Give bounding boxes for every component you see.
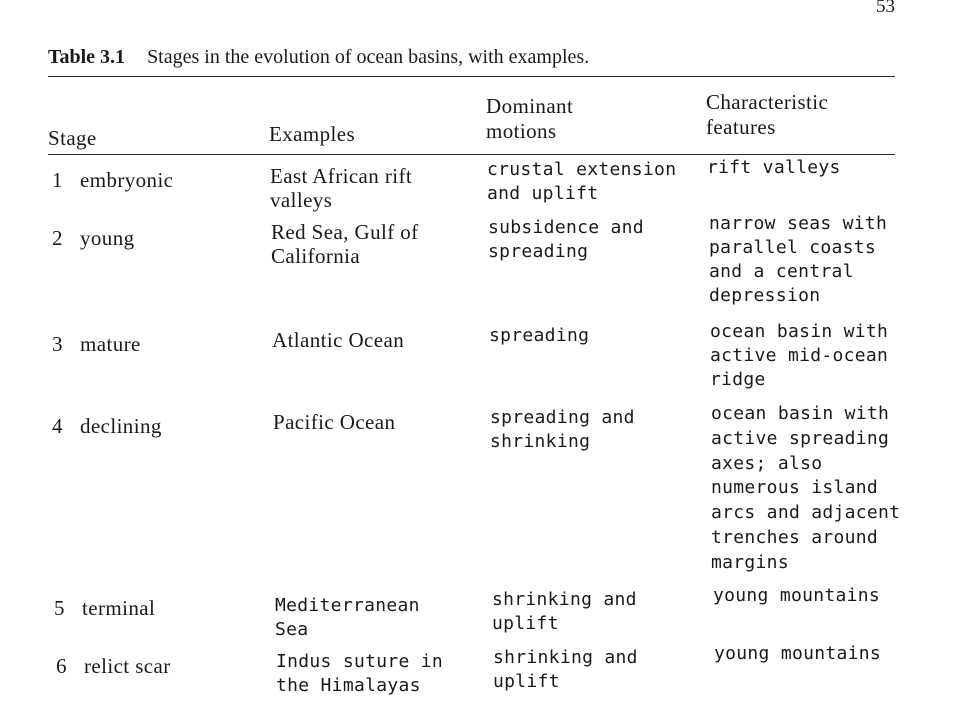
row-motions: subsidence and spreading — [488, 217, 644, 262]
row-stage — [54, 596, 155, 620]
table-header-rule — [48, 154, 895, 155]
row-stage-name: relict scar — [84, 654, 171, 678]
row-number: 1 — [52, 168, 63, 192]
row-stage — [52, 332, 141, 356]
row-motions: spreading — [489, 325, 590, 346]
header-motions: Dominant motions — [486, 94, 574, 143]
row-number: 2 — [52, 226, 63, 250]
row-motions: spreading and shrinking — [490, 407, 635, 452]
row-examples: Atlantic Ocean — [272, 328, 405, 352]
row-motions: crustal extension and uplift — [487, 159, 677, 204]
table-top-rule — [48, 76, 895, 77]
header-examples: Examples — [269, 122, 356, 146]
page-number: 53 — [876, 0, 895, 17]
row-examples: Red Sea, Gulf of California — [271, 220, 419, 268]
row-number: 6 — [56, 654, 67, 678]
row-features: rift valleys — [707, 157, 841, 178]
row-stage — [52, 168, 173, 192]
table-caption — [48, 46, 589, 69]
row-stage — [52, 226, 135, 250]
row-motions: shrinking and uplift — [493, 647, 638, 692]
row-stage-name: declining — [80, 414, 162, 438]
header-stage: Stage — [48, 126, 97, 150]
row-stage-name: terminal — [82, 596, 156, 620]
row-features: ocean basin with active spreading axes; also numerous island arcs and adjacent trenches around margins — [711, 403, 901, 573]
row-examples: Mediterranean Sea — [275, 595, 420, 640]
caption-label: Table 3.1 — [48, 46, 126, 68]
row-stage-name: mature — [80, 332, 141, 356]
header-features: Characteristic features — [706, 90, 829, 139]
row-examples: Pacific Ocean — [273, 410, 396, 434]
row-stage-name: young — [80, 226, 135, 250]
row-number: 3 — [52, 332, 63, 356]
row-features: narrow seas with parallel coasts and a central depression — [709, 213, 888, 306]
row-features: young mountains — [713, 585, 881, 606]
row-features: ocean basin with active mid-ocean ridge — [710, 321, 889, 390]
row-stage-name: embryonic — [80, 168, 174, 192]
row-number: 5 — [54, 596, 65, 620]
row-number: 4 — [52, 414, 63, 438]
row-features: young mountains — [714, 643, 882, 664]
row-stage — [52, 414, 162, 438]
row-motions: shrinking and uplift — [492, 589, 637, 634]
row-stage — [56, 654, 171, 678]
caption-text: Stages in the evolution of ocean basins, with examples. — [147, 46, 590, 68]
row-examples: East African rift valleys — [270, 164, 413, 212]
row-examples: Indus suture in the Himalayas — [276, 651, 444, 696]
